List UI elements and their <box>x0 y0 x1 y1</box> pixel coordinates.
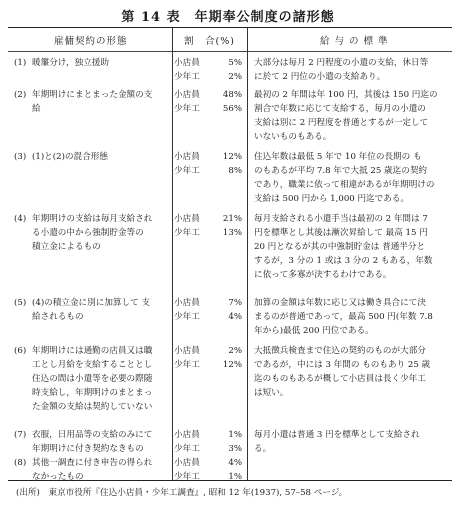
percentage-line: 48% <box>222 90 242 100</box>
worker-category-line: 小店員 <box>174 346 200 356</box>
contract-form <box>32 56 182 70</box>
pay-standard-line: まるのが普通であって，最高 500 円(年数 7.8 <box>254 312 433 322</box>
contract-form <box>32 150 182 164</box>
pay-standard-line: 大部分は毎月 2 円程度の小遣の支給，休日等 <box>254 58 429 68</box>
contract-form-line: 年期明けに付き契約なきもの <box>32 444 144 454</box>
percentage-line: 1% <box>228 472 242 482</box>
row-number: (3) <box>14 152 27 162</box>
pay-standard-line: 最初の 2 年間は年 100 円，其後は 150 円迄の <box>254 90 438 100</box>
pay-standard <box>254 212 450 282</box>
contract-form-line: 積立金によるもの <box>32 242 101 252</box>
percentage-line: 7% <box>228 298 242 308</box>
contract-form <box>32 296 182 324</box>
contract-form-line: 給されるもの <box>32 312 84 322</box>
contract-form-line: 其他一調査に付き申告の得られ <box>32 458 153 468</box>
pay-standard <box>254 344 450 400</box>
pay-standard-line: するが，3 分の 1 或は 3 分の 2 もある，年数 <box>254 256 433 266</box>
percentage-line: 13% <box>222 228 242 238</box>
percentage <box>214 88 242 116</box>
contract-form-line: 暖簾分け，独立援助 <box>32 58 110 68</box>
header-bottom-rule <box>8 51 452 52</box>
worker-category-line: 小店員 <box>174 214 200 224</box>
pay-standard-line: であり，職業に依って相違があるが年期明けの <box>254 180 435 190</box>
percentage-line: 8% <box>228 166 242 176</box>
worker-category <box>174 296 214 324</box>
table-title: 第 14 表 年期奉公制度の諸形態 <box>121 10 335 25</box>
pay-standard <box>254 428 450 456</box>
percentage <box>214 344 242 372</box>
contract-form-line: (4)の積立金に別に加算して 支 <box>32 298 151 308</box>
percentage <box>214 212 242 240</box>
contract-form-line: 工とし月給を支給することとし <box>32 360 153 370</box>
contract-form <box>32 344 182 414</box>
column-divider-ratio <box>247 27 248 480</box>
pay-standard-line: に於て 2 円位の小遣の支給あり。 <box>254 72 386 82</box>
row-number: (7) <box>14 430 27 440</box>
contract-form <box>32 88 182 116</box>
contract-form-line: 時支給し，年期明けのまとまっ <box>32 388 153 398</box>
percentage <box>214 150 242 178</box>
percentage <box>214 428 242 456</box>
worker-category-line: 小店員 <box>174 152 200 162</box>
worker-category-line: 少年工 <box>174 472 200 482</box>
header-standard: 給 与 の 標 準 <box>320 36 389 47</box>
worker-category <box>174 344 214 372</box>
pay-standard-line: る。 <box>254 444 272 454</box>
worker-category <box>174 456 214 484</box>
worker-category-line: 小店員 <box>174 90 200 100</box>
header-form: 雇傭契約の形態 <box>54 36 128 47</box>
pay-standard <box>254 88 450 144</box>
contract-form <box>32 428 182 456</box>
percentage-line: 3% <box>228 444 242 454</box>
contract-form-line: 年期明けの支給は毎月支給され <box>32 214 153 224</box>
contract-form-line: た金額の支給は契約していない <box>32 402 153 412</box>
contract-form <box>32 456 182 484</box>
pay-standard-line: に依って多寡が決するわけである。 <box>254 270 392 280</box>
pay-standard-line: 年から)最低 200 円位である。 <box>254 326 374 336</box>
percentage-line: 21% <box>222 214 242 224</box>
pay-standard-line: 円を標準とし其後は漸次昇給して 最高 15 円 <box>254 228 428 238</box>
percentage-line: 4% <box>228 312 242 322</box>
row-number: (2) <box>14 90 27 100</box>
worker-category <box>174 212 214 240</box>
contract-form-line: 住込の間は小遣等を必要の際随 <box>32 374 153 384</box>
contract-form <box>32 212 182 254</box>
worker-category-line: 小店員 <box>174 430 200 440</box>
percentage-line: 2% <box>228 346 242 356</box>
pay-standard-line: 支給は別に 2 円程度を普通とするが一定して <box>254 118 429 128</box>
pay-standard-line: 割合で年数に応じて支給する，毎月の小遣の <box>254 104 426 114</box>
contract-form-line: 年期明けには通勤の店員又は職 <box>32 346 153 356</box>
row-number: (8) <box>14 458 27 468</box>
contract-form-line: (1)と(2)の混合形態 <box>32 152 108 162</box>
pay-standard <box>254 296 450 338</box>
contract-form-line: る小遣の中から強制貯金等の <box>32 228 144 238</box>
pay-standard-line: 毎月支給される小遣手当は最初の 2 年間は 7 <box>254 214 428 224</box>
worker-category-line: 小店員 <box>174 458 200 468</box>
pay-standard <box>254 56 450 84</box>
worker-category-line: 少年工 <box>174 166 200 176</box>
row-number: (6) <box>14 346 27 356</box>
pay-standard-line: のもあるが平均 7.8 年で大抵 25 歳迄の契約 <box>254 166 428 176</box>
pay-standard-line: 住込年数は最低 5 年で 10 年位の長期の も <box>254 152 422 162</box>
source-note: (出所) 東京市役所『住込小店員・少年工調査』, 昭和 12 年(1937), 57–58 ページ。 <box>16 488 348 498</box>
worker-category <box>174 428 214 456</box>
row-number: (5) <box>14 298 27 308</box>
percentage-line: 12% <box>222 152 242 162</box>
worker-category-line: 少年工 <box>174 444 200 454</box>
percentage-line: 5% <box>228 58 242 68</box>
worker-category <box>174 56 214 84</box>
pay-standard-line: は短い。 <box>254 388 289 398</box>
percentage <box>214 56 242 84</box>
worker-category-line: 小店員 <box>174 298 200 308</box>
percentage-line: 1% <box>228 430 242 440</box>
worker-category-line: 少年工 <box>174 228 200 238</box>
pay-standard-line: 加算の金額は年数に応じ又は働き具合にて決 <box>254 298 426 308</box>
percentage <box>214 296 242 324</box>
contract-form-line: なかったもの <box>32 472 84 482</box>
percentage-line: 2% <box>228 72 242 82</box>
worker-category-line: 少年工 <box>174 104 200 114</box>
pay-standard-line: 毎月小遣は普通 3 円を標準として支給され <box>254 430 420 440</box>
row-number: (4) <box>14 214 27 224</box>
pay-standard-line: 大抵徴兵検査まで住込の契約のものが大部分 <box>254 346 426 356</box>
percentage-line: 56% <box>222 104 242 114</box>
contract-form-line: 衣服，日用品等の支給のみにて <box>32 430 153 440</box>
table-top-rule <box>8 27 452 28</box>
contract-form-line: 年期明けにまとまった金額の支 <box>32 90 153 100</box>
pay-standard-line: 20 円となるが其の中強制貯金は 普通半分と <box>254 242 426 252</box>
worker-category-line: 小店員 <box>174 58 200 68</box>
worker-category-line: 少年工 <box>174 360 200 370</box>
worker-category <box>174 150 214 178</box>
pay-standard-line: 迄のものもあるが概して小店員は長く少年工 <box>254 374 426 384</box>
pay-standard <box>254 150 450 206</box>
row-number: (1) <box>14 58 27 68</box>
percentage <box>214 456 242 484</box>
pay-standard-line: 支給は 500 円から 1,000 円迄である。 <box>254 194 410 204</box>
contract-form-line: 給 <box>32 104 41 114</box>
worker-category-line: 少年工 <box>174 72 200 82</box>
worker-category-line: 少年工 <box>174 312 200 322</box>
worker-category <box>174 88 214 116</box>
pay-standard-line: であるが，中には 3 年間の ものもあり 25 歳 <box>254 360 431 370</box>
percentage-line: 4% <box>228 458 242 468</box>
header-ratio: 割 合(%) <box>184 36 235 47</box>
pay-standard-line: いないものもある。 <box>254 132 332 142</box>
percentage-line: 12% <box>222 360 242 370</box>
